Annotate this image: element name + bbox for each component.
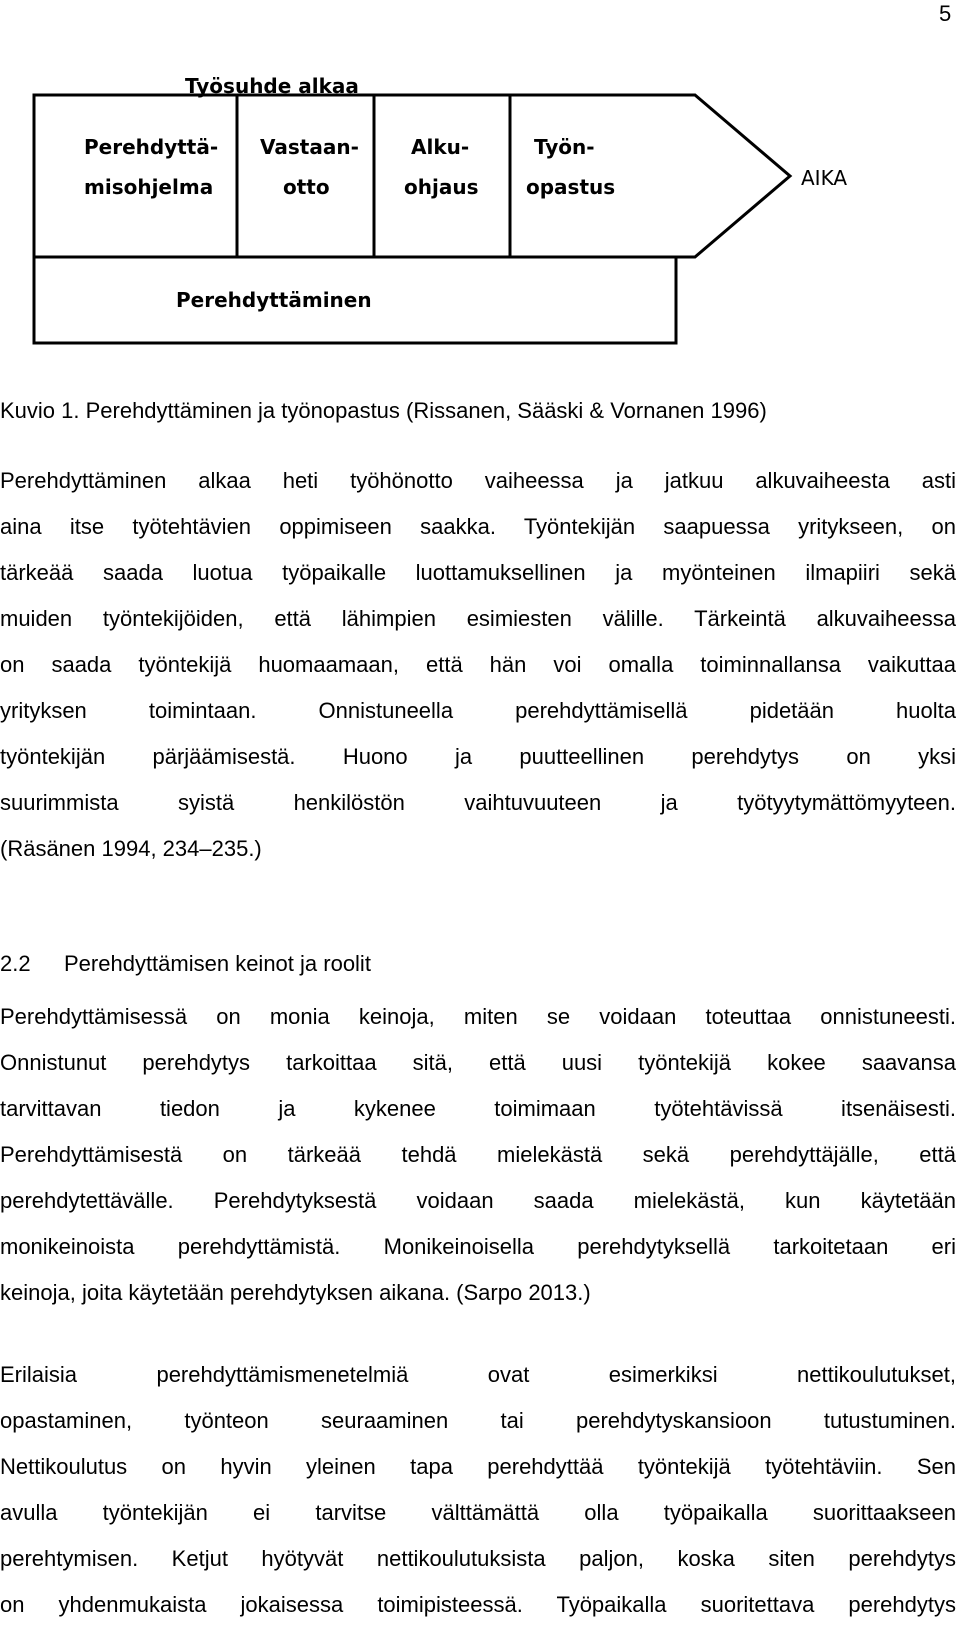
paragraph-1-line: suurimmista syistä henkilöstön vaihtuvuuteen ja työtyytymättömyyteen.	[0, 790, 956, 815]
employment-start-label: Työsuhde alkaa	[185, 74, 359, 98]
paragraph-3-line: on yhdenmukaista jokaisessa toimipisteessä. Työpaikalla suoritettava perehdytys	[0, 1592, 956, 1617]
paragraph-2-line: perehdytettävälle. Perehdytyksestä voidaan saada mielekästä, kun käytetään	[0, 1188, 956, 1213]
paragraph-1-line: on saada työntekijä huomaamaan, että hän voi omalla toiminnallansa vaikuttaa	[0, 652, 956, 677]
phase-3-label-line1: Alku-	[411, 135, 470, 159]
section-heading	[0, 949, 371, 979]
timeline-arrow	[34, 95, 790, 343]
paragraph-2-line: monikeinoista perehdyttämistä. Monikeinoisella perehdytyksellä tarkoitetaan eri	[0, 1234, 956, 1259]
paragraph-2	[0, 994, 956, 1316]
time-label: AIKA	[801, 166, 848, 190]
paragraph-2-line: Perehdyttämisestä on tärkeää tehdä mielekästä sekä perehdyttäjälle, että	[0, 1142, 956, 1167]
paragraph-1-line: aina itse työtehtävien oppimiseen saakka. Työntekijän saapuessa yritykseen, on	[0, 514, 956, 539]
paragraph-3-line: opastaminen, työnteon seuraaminen tai perehdytyskansioon tutustuminen.	[0, 1408, 956, 1433]
paragraph-3-line: Nettikoulutus on hyvin yleinen tapa perehdyttää työntekijä työtehtäviin. Sen	[0, 1454, 956, 1479]
phase-4-label-line1: Työn-	[534, 135, 595, 159]
paragraph-3-line: perehtymisen. Ketjut hyötyvät nettikoulutuksista paljon, koska siten perehdytys	[0, 1546, 956, 1571]
paragraph-1-line: työntekijän pärjäämisestä. Huono ja puutteellinen perehdytys on yksi	[0, 744, 956, 769]
page-number: 5	[939, 1, 952, 26]
paragraph-1	[0, 458, 956, 872]
paragraph-1-line: Perehdyttäminen alkaa heti työhönotto vaiheessa ja jatkuu alkuvaiheesta asti	[0, 468, 956, 493]
phase-2-label-line1: Vastaan-	[260, 135, 359, 159]
onboarding-diagram	[0, 66, 960, 366]
paragraph-3-line: Erilaisia perehdyttämismenetelmiä ovat esimerkiksi nettikoulutukset,	[0, 1362, 956, 1387]
phase-1-label-line2: misohjelma	[84, 175, 214, 199]
onboarding-diagram-svg	[0, 66, 960, 366]
paragraph-2-line: tarvittavan tiedon ja kykenee toimimaan työtehtävissä itsenäisesti.	[0, 1096, 956, 1121]
phase-3-label-line2: ohjaus	[404, 175, 479, 199]
paragraph-1-line: muiden työntekijöiden, että lähimpien esimiesten välille. Tärkeintä alkuvaiheessa	[0, 606, 956, 631]
section-number: 2.2	[0, 951, 31, 976]
paragraph-1-line: tärkeää saada luotua työpaikalle luottamuksellinen ja myönteinen ilmapiiri sekä	[0, 560, 956, 585]
phase-4-label-line2: opastus	[526, 175, 616, 199]
paragraph-1-line: yrityksen toimintaan. Onnistuneella perehdyttämisellä pidetään huolta	[0, 698, 956, 723]
paragraph-1-line: (Räsänen 1994, 234–235.)	[0, 836, 262, 861]
paragraph-2-line: Perehdyttämisessä on monia keinoja, miten se voidaan toteuttaa onnistuneesti.	[0, 1004, 956, 1029]
figure-caption: Kuvio 1. Perehdyttäminen ja työnopastus (Rissanen, Sääski & Vornanen 1996)	[0, 398, 767, 423]
section-title: Perehdyttämisen keinot ja roolit	[64, 951, 371, 976]
phase-2-label-line2: otto	[283, 175, 330, 199]
phase-1-label-line1: Perehdyttä-	[84, 135, 219, 159]
paragraph-3-line: avulla työntekijän ei tarvitse välttämättä olla työpaikalla suorittaakseen	[0, 1500, 956, 1525]
paragraph-2-line: Onnistunut perehdytys tarkoittaa sitä, että uusi työntekijä kokee saavansa	[0, 1050, 956, 1075]
onboarding-band-label: Perehdyttäminen	[176, 288, 372, 312]
paragraph-2-line: keinoja, joita käytetään perehdytyksen aikana. (Sarpo 2013.)	[0, 1280, 591, 1305]
paragraph-3	[0, 1352, 956, 1628]
